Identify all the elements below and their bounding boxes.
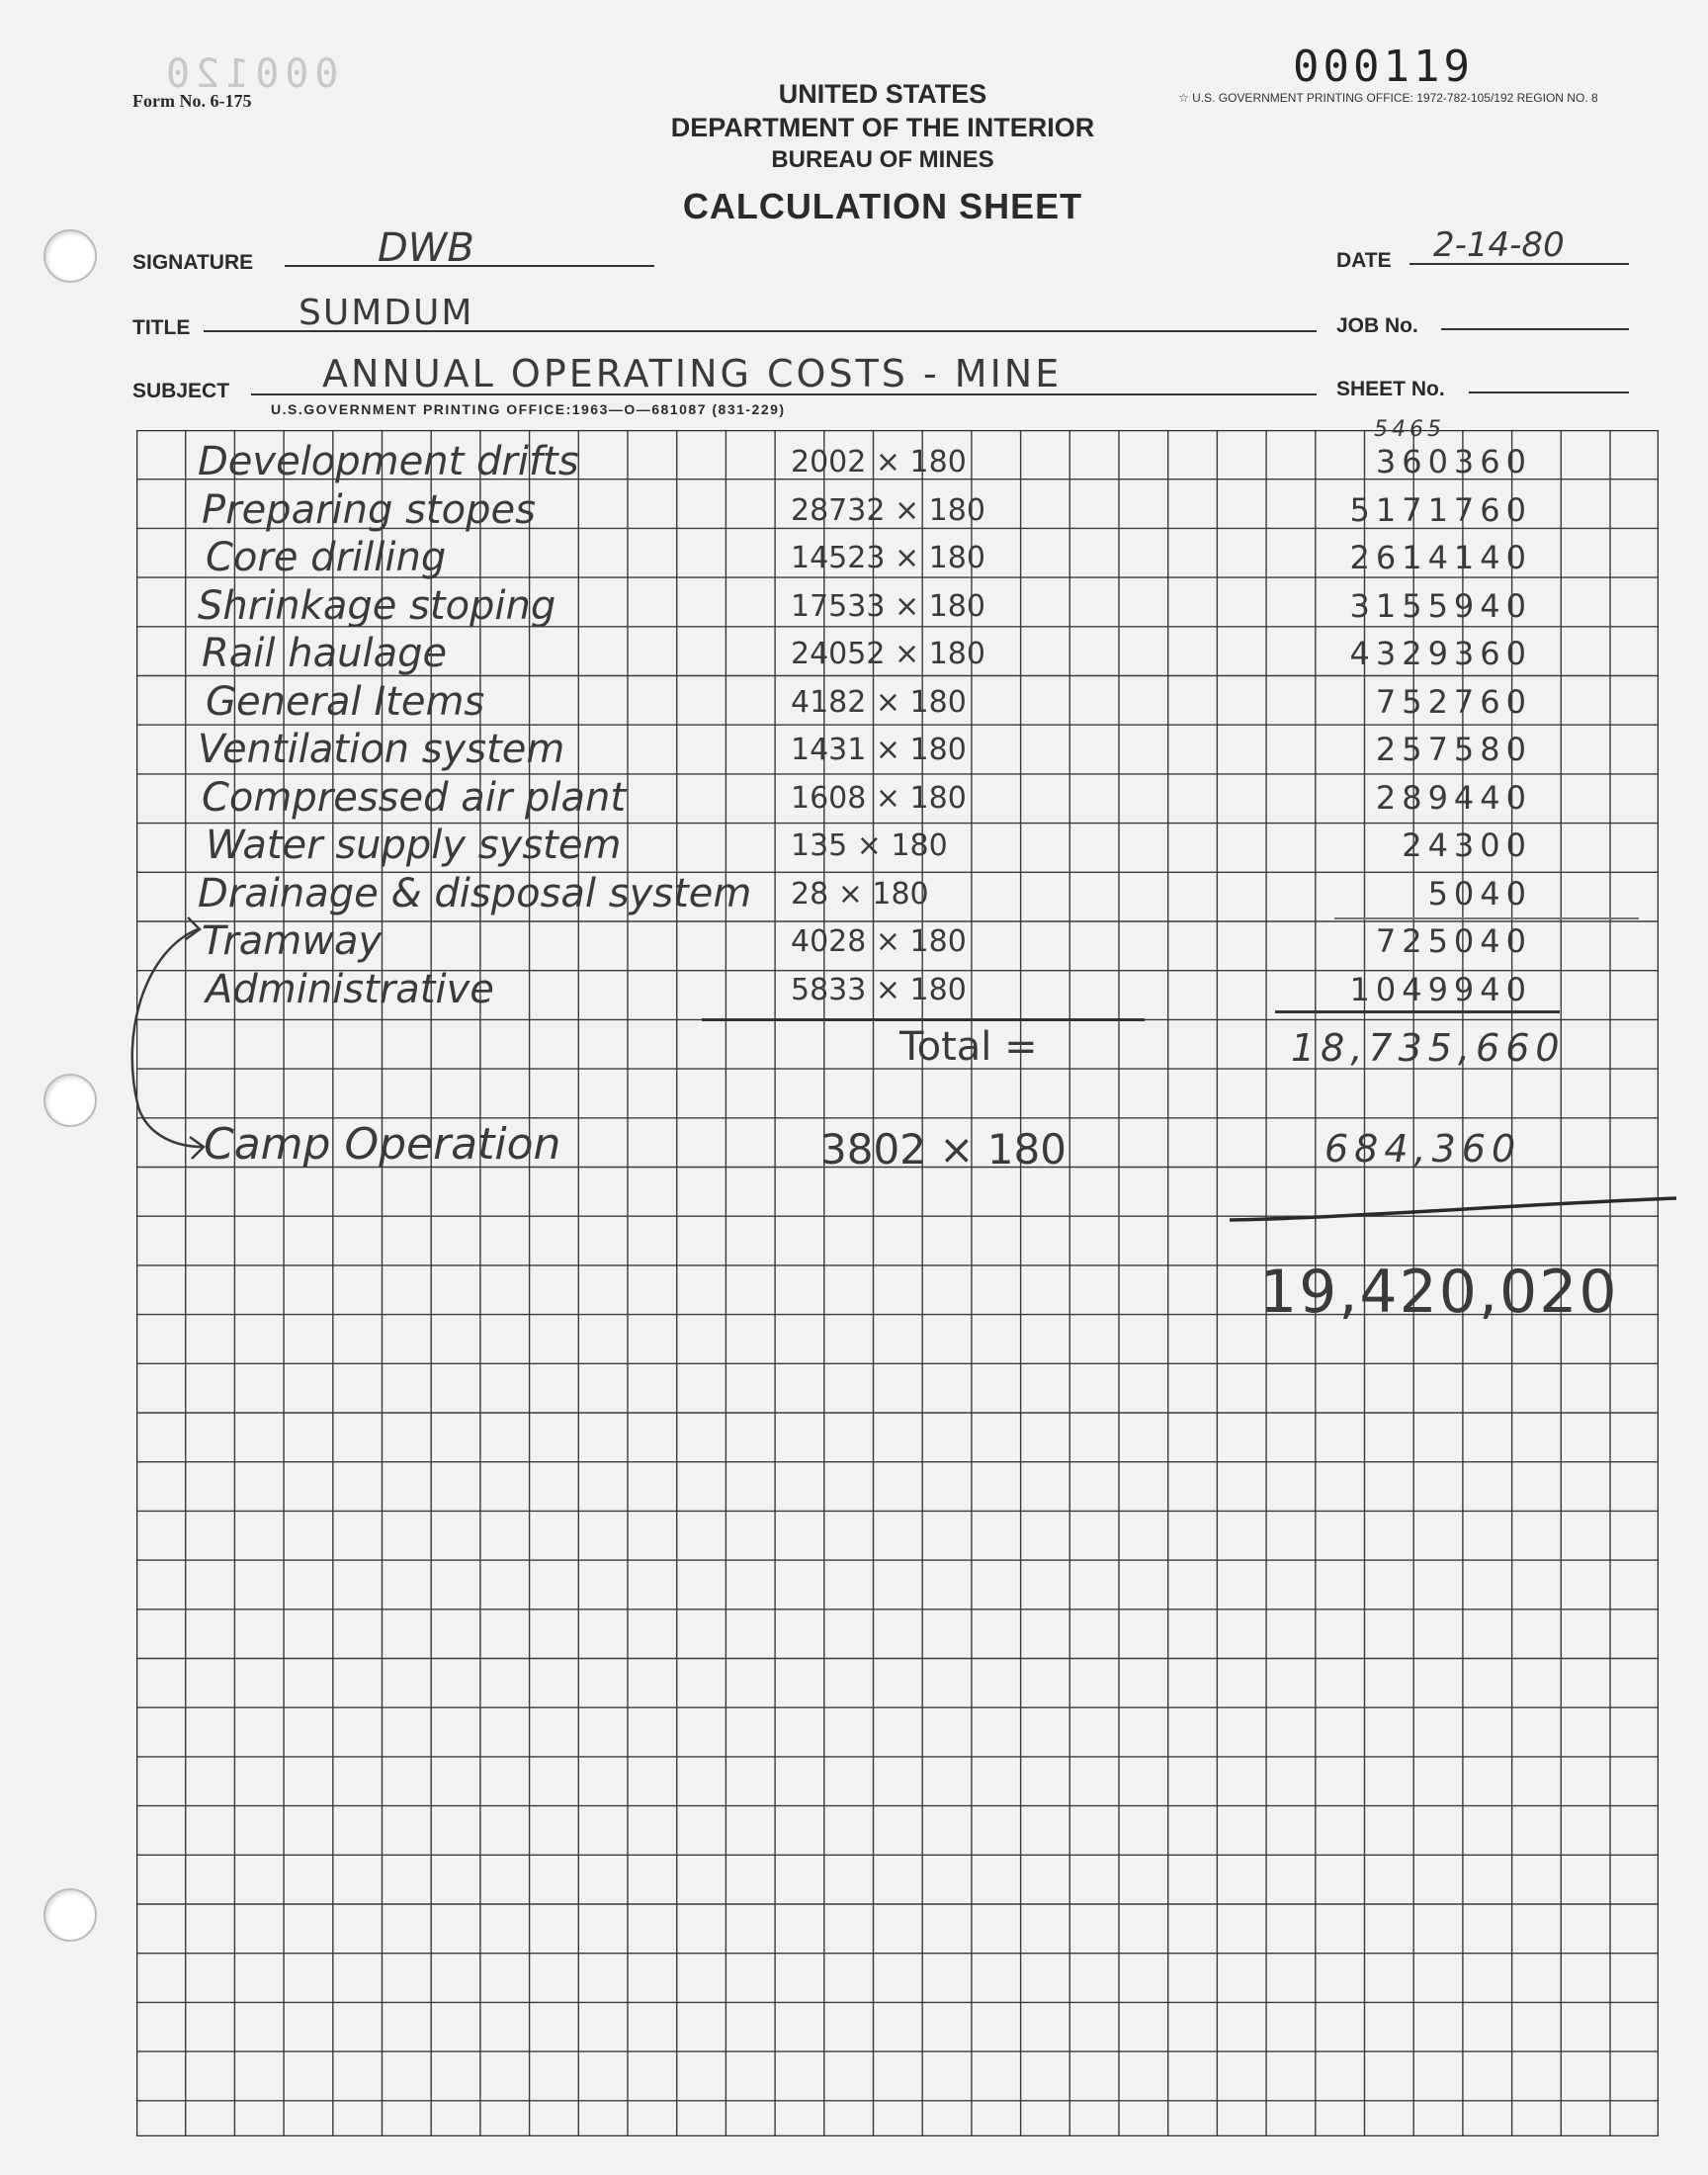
row-multiplier: 2002 × 180 bbox=[791, 445, 967, 479]
row-label: Water supply system bbox=[206, 823, 622, 868]
row-amount: 24300 bbox=[1402, 826, 1532, 864]
agency-line-2: DEPARTMENT OF THE INTERIOR bbox=[670, 113, 1095, 142]
row-amount: 752760 bbox=[1375, 682, 1532, 721]
row-multiplier: 28732 × 180 bbox=[791, 492, 985, 528]
binder-hole-top bbox=[43, 229, 97, 283]
signature-value: DWB bbox=[378, 225, 474, 271]
amount-column-rule bbox=[1275, 1010, 1560, 1013]
row-amount: 5040 bbox=[1427, 874, 1532, 913]
agency-line-1: UNITED STATES bbox=[778, 79, 987, 109]
sheet-number-label: SHEET No. bbox=[1336, 378, 1445, 400]
job-number-underline bbox=[1441, 328, 1629, 330]
row-multiplier: 28 × 180 bbox=[791, 876, 929, 912]
row-amount: 5171760 bbox=[1349, 490, 1532, 529]
row-multiplier: 17533 × 180 bbox=[791, 588, 985, 624]
row-label: Compressed air plant bbox=[202, 774, 627, 821]
stamp-number: 000119 bbox=[1293, 42, 1474, 92]
row-multiplier: 5833 × 180 bbox=[791, 972, 967, 1007]
row-amount: 289440 bbox=[1375, 778, 1532, 817]
row-amount: 360360 bbox=[1375, 443, 1532, 480]
subject-label: SUBJECT bbox=[132, 380, 230, 402]
row-label: Development drifts bbox=[198, 439, 579, 484]
camp-operation-label: Camp Operation bbox=[204, 1119, 561, 1170]
camp-operation-value: 684,360 bbox=[1324, 1127, 1522, 1171]
tramway-rule bbox=[1334, 917, 1639, 919]
row-label: Drainage & disposal system bbox=[198, 870, 752, 916]
total-label: Total = bbox=[899, 1024, 1038, 1070]
date-value: 2-14-80 bbox=[1433, 225, 1565, 265]
gpo-bottom-line: U.S.GOVERNMENT PRINTING OFFICE:1963—O—681087 (831-229) bbox=[271, 401, 786, 417]
sheet-title: CALCULATION SHEET bbox=[682, 186, 1083, 226]
grand-total-rule bbox=[1226, 1184, 1680, 1224]
margin-note: 5465 bbox=[1374, 417, 1445, 442]
row-label: Rail haulage bbox=[202, 631, 448, 676]
row-label: Shrinkage stoping bbox=[198, 582, 556, 629]
bracket-arrow bbox=[109, 910, 217, 1167]
row-amount: 4329360 bbox=[1349, 635, 1532, 672]
grand-total: 19,420,020 bbox=[1259, 1258, 1619, 1327]
signature-label: SIGNATURE bbox=[132, 251, 254, 274]
row-amount: 257580 bbox=[1375, 731, 1532, 768]
title-label: TITLE bbox=[132, 316, 191, 339]
row-label: General Items bbox=[206, 678, 485, 725]
row-label: Core drilling bbox=[206, 535, 447, 580]
row-multiplier: 24052 × 180 bbox=[791, 637, 985, 671]
agency-line-3: BUREAU OF MINES bbox=[771, 146, 994, 173]
faint-stamp-number: 000120 bbox=[160, 51, 339, 97]
date-label: DATE bbox=[1336, 249, 1392, 272]
binder-hole-bottom bbox=[43, 1888, 97, 1942]
total-value: 18,735,660 bbox=[1291, 1026, 1566, 1070]
row-amount: 2614140 bbox=[1349, 539, 1532, 576]
job-number-label: JOB No. bbox=[1336, 314, 1418, 337]
row-amount: 725040 bbox=[1375, 922, 1532, 960]
multiplier-column-rule bbox=[702, 1018, 1145, 1021]
form-number: Form No. 6-175 bbox=[132, 91, 252, 111]
binder-hole-middle bbox=[43, 1074, 97, 1127]
subject-value: ANNUAL OPERATING COSTS - MINE bbox=[322, 352, 1063, 395]
title-value: SUMDUM bbox=[299, 293, 474, 333]
row-multiplier: 1431 × 180 bbox=[791, 733, 967, 767]
row-amount: 3155940 bbox=[1349, 586, 1532, 625]
row-label: Ventilation system bbox=[198, 727, 565, 772]
row-multiplier: 4182 × 180 bbox=[791, 684, 967, 720]
sheet-number-underline bbox=[1469, 392, 1629, 393]
row-label: Preparing stopes bbox=[202, 486, 536, 533]
row-multiplier: 135 × 180 bbox=[791, 828, 948, 863]
gpo-top-line: ☆ U.S. GOVERNMENT PRINTING OFFICE: 1972-782-105/192 REGION NO. 8 bbox=[1178, 91, 1598, 105]
row-amount: 1049940 bbox=[1349, 970, 1532, 1008]
row-label: Tramway bbox=[202, 918, 383, 964]
row-multiplier: 1608 × 180 bbox=[791, 780, 967, 816]
row-multiplier: 14523 × 180 bbox=[791, 541, 985, 575]
camp-operation-multiplier: 3802 × 180 bbox=[820, 1125, 1067, 1174]
row-label: Administrative bbox=[206, 966, 494, 1012]
row-multiplier: 4028 × 180 bbox=[791, 924, 967, 959]
